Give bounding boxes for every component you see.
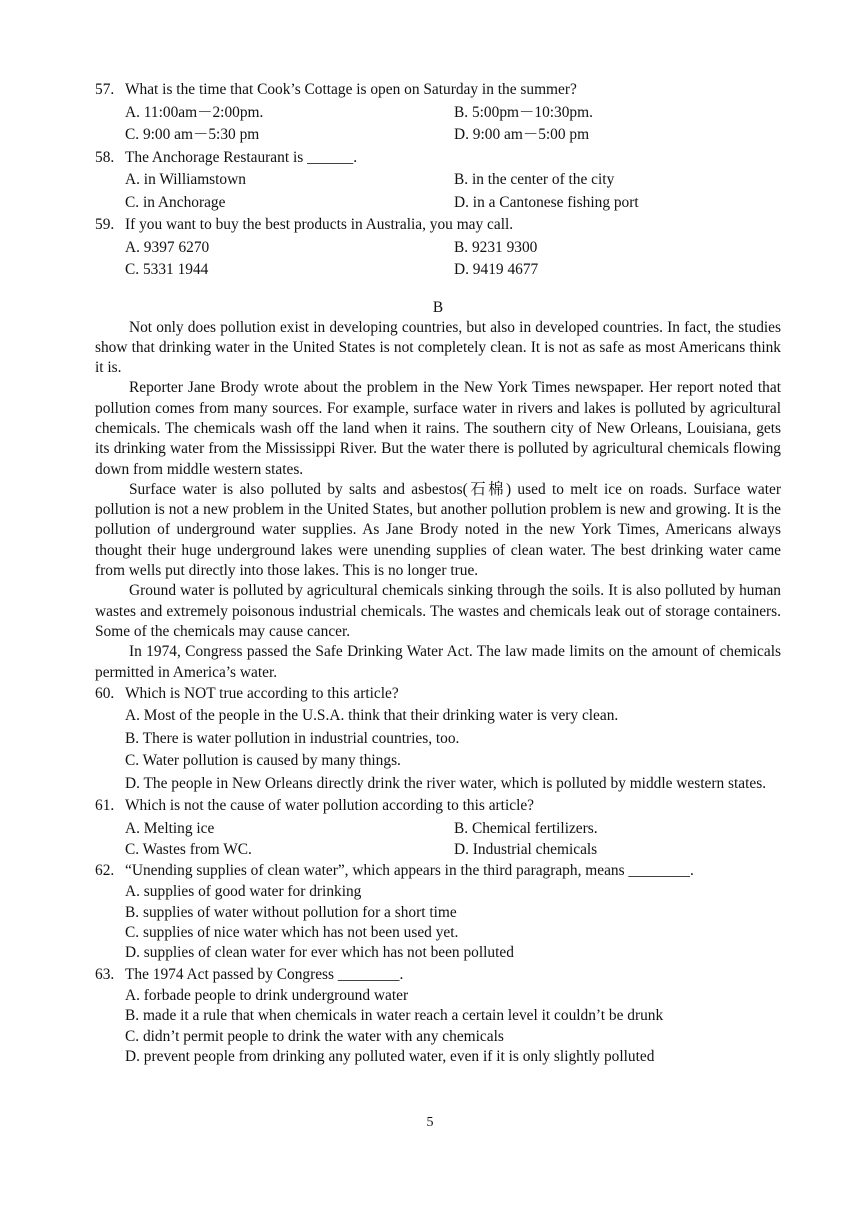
option-d: D. 9419 4677 xyxy=(454,261,539,278)
option-d: D. in a Cantonese fishing port xyxy=(454,193,639,211)
option-a: A. 11:00am－2:00pm. xyxy=(125,103,264,121)
question-63-options xyxy=(125,986,781,1067)
question-62 xyxy=(95,860,781,883)
question-number: 62. xyxy=(95,861,115,879)
question-60 xyxy=(95,683,781,706)
option-c: C. Wastes from WC. xyxy=(125,840,252,858)
question-number: 60. xyxy=(95,684,115,702)
question-59 xyxy=(95,214,781,237)
option-b: B. There is water pollution in industrial countries, too. xyxy=(125,729,460,747)
section-heading: B xyxy=(432,298,444,316)
option-a: A. in Williamstown xyxy=(125,171,246,188)
question-stem: Which is NOT true according to this article? xyxy=(125,684,399,702)
question-60-options xyxy=(125,705,781,795)
question-number: 63. xyxy=(95,965,115,983)
question-63 xyxy=(95,964,781,987)
question-57-options xyxy=(125,102,781,147)
option-a: A. supplies of good water for drinking xyxy=(125,883,362,901)
question-62-options xyxy=(125,882,781,963)
question-59-options xyxy=(125,237,781,282)
option-a: A. Most of the people in the U.S.A. think that their drinking water is very clean. xyxy=(125,707,619,725)
option-c: C. 5331 1944 xyxy=(125,261,209,278)
option-a: A. 9397 6270 xyxy=(125,238,210,256)
option-d: D. supplies of clean water for ever which has not been polluted xyxy=(125,944,514,962)
option-b: B. 5:00pm－10:30pm. xyxy=(454,103,593,121)
question-stem: Which is not the cause of water pollution according to this article? xyxy=(125,797,535,815)
option-b: B. Chemical fertilizers. xyxy=(454,819,598,837)
question-number: 61. xyxy=(95,797,115,815)
reading-paragraph-1: Not only does pollution exist in developing countries, but also in developed countries. In fact, the studies show that drinking water in the United States is not completely clean. It is not as safe as most Americans think it is. xyxy=(95,318,781,377)
question-number: 59. xyxy=(95,216,115,233)
question-58-options xyxy=(125,169,781,214)
question-stem: “Unending supplies of clean water”, which appears in the third paragraph, means ________. xyxy=(125,861,694,879)
question-stem: What is the time that Cook’s Cottage is open on Saturday in the summer? xyxy=(125,81,577,98)
exam-page xyxy=(95,79,781,1067)
question-57 xyxy=(95,79,781,102)
reading-paragraph-5: In 1974, Congress passed the Safe Drinking Water Act. The law made limits on the amount of chemicals permitted in America’s water. xyxy=(95,643,781,681)
question-number: 58. xyxy=(95,148,115,166)
question-61 xyxy=(95,795,781,818)
option-c: C. Water pollution is caused by many things. xyxy=(125,752,401,770)
page-number: 5 xyxy=(426,1115,434,1130)
option-c: C. in Anchorage xyxy=(125,193,226,211)
option-c: C. didn’t permit people to drink the water with any chemicals xyxy=(125,1027,504,1045)
option-d: D. 9:00 am－5:00 pm xyxy=(454,126,590,143)
question-61-options xyxy=(125,818,781,860)
option-c: C. supplies of nice water which has not been used yet. xyxy=(125,923,459,941)
option-a: A. forbade people to drink underground water xyxy=(125,987,409,1005)
question-stem: The 1974 Act passed by Congress ________. xyxy=(125,965,404,983)
question-stem: The Anchorage Restaurant is ______. xyxy=(125,148,358,166)
option-b: B. made it a rule that when chemicals in water reach a certain level it couldn’t be drunk xyxy=(125,1007,664,1025)
question-58 xyxy=(95,147,781,170)
question-stem: If you want to buy the best products in Australia, you may call. xyxy=(125,216,514,233)
reading-paragraph-3: Surface water is also polluted by salts and asbestos(石棉) used to melt ice on roads. Surface water pollution is not a new problem in the United States, but another pollution problem is new and growing. It is the pollution of underground water supplies. As Jane Brody noted in the new York Times, Americans always thought their huge underground lakes were unending supplies of clean water. The best drinking water came from wells put directly into those lakes. This is no longer true. xyxy=(95,480,781,580)
option-d: D. Industrial chemicals xyxy=(454,840,598,858)
reading-paragraph-2: Reporter Jane Brody wrote about the problem in the New York Times newspaper. Her report noted that pollution comes from many sources. For example, surface water in rivers and lakes is polluted by agricultural chemicals. The chemicals wash off the land when it rains. The southern city of New Orleans, Louisiana, gets its drinking water from the Mississippi River. But the water there is polluted by agricultural chemicals flowing down from middle western states. xyxy=(95,379,781,478)
option-c: C. 9:00 am－5:30 pm xyxy=(125,126,260,143)
option-d: D. prevent people from drinking any polluted water, even if it is only slightly polluted xyxy=(125,1047,655,1065)
option-d: D. The people in New Orleans directly drink the river water, which is polluted by middle western states. xyxy=(125,774,767,792)
option-b: B. 9231 9300 xyxy=(454,238,538,256)
question-number: 57. xyxy=(95,81,115,98)
option-b: B. in the center of the city xyxy=(454,171,615,188)
option-a: A. Melting ice xyxy=(125,819,215,837)
reading-paragraph-4: Ground water is polluted by agricultural chemicals sinking through the soils. It is also polluted by human wastes and extremely poisonous industrial chemicals. The wastes and chemicals leak out of storage containers. Some of the chemicals may cause cancer. xyxy=(95,582,781,640)
option-b: B. supplies of water without pollution for a short time xyxy=(125,903,457,921)
